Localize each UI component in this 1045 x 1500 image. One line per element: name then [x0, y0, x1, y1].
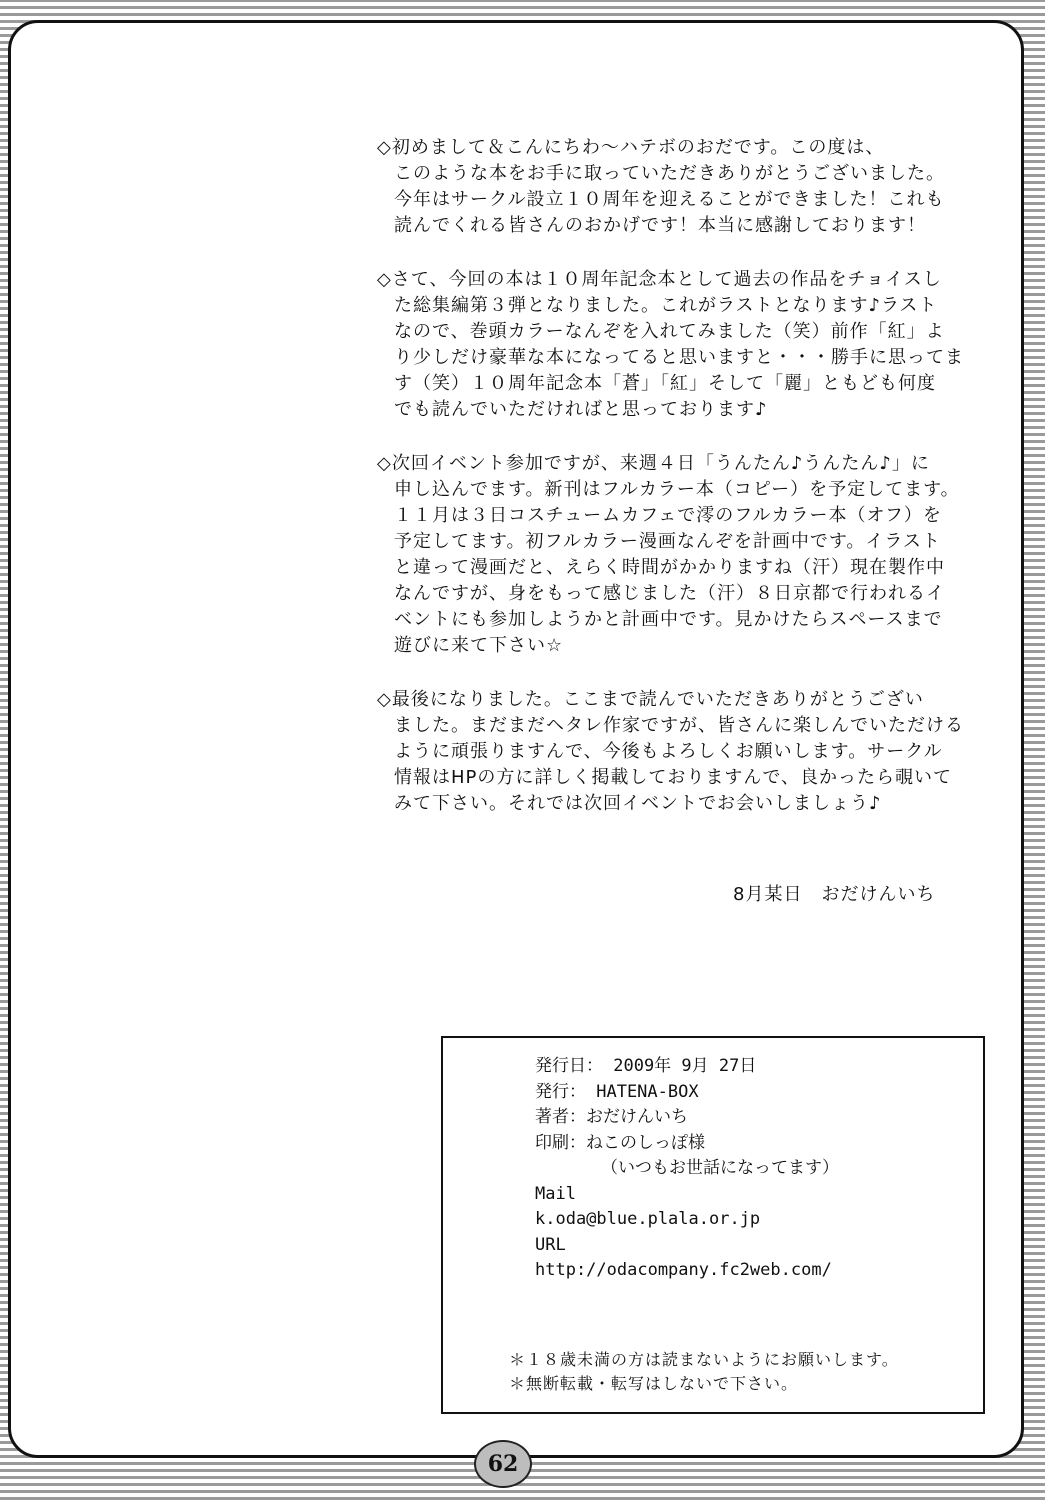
text-line: ◇最後になりました。ここまで読んでいただきありがとうござい	[377, 689, 924, 710]
afterword-paragraph-4	[377, 687, 1017, 817]
text-line: 遊びに来て下さい☆	[394, 635, 564, 656]
text-line: でも読んでいただければと思っております♪	[394, 399, 768, 420]
printer: 印刷：ねこのしっぽ様	[535, 1132, 705, 1153]
printer-note: （いつもお世話になってます）	[601, 1158, 839, 1178]
text-line: みて下さい。それでは次回イベントでお会いしましょう♪	[394, 793, 882, 814]
text-line: す（笑）１０周年記念本「蒼」「紅」そして「麗」ともども何度	[394, 373, 936, 394]
text-line: なんですが、身をもって感じました（汗）８日京都で行われるイ	[394, 583, 945, 604]
text-line: 読んでくれる皆さんのおかげです！本当に感謝しております！	[394, 215, 926, 236]
copyright-notice: ＊無断転載・転写はしないで下さい。	[509, 1374, 799, 1393]
text-line: ように頑張りますんで、今後もよろしくお願いします。サークル	[394, 741, 943, 762]
colophon-details	[535, 1054, 839, 1284]
text-line: ◇初めまして＆こんにちわ～ハテボのおだです。この度は、	[377, 137, 885, 158]
afterword-paragraph-3	[377, 451, 1017, 659]
afterword-paragraph-2	[377, 267, 1017, 423]
page-frame	[8, 20, 1024, 1458]
afterword-paragraph-1	[377, 135, 1017, 239]
text-line: ました。まだまだヘタレ作家ですが、皆さんに楽しんでいただける	[394, 715, 964, 736]
text-line: なので、巻頭カラーなんぞを入れてみました（笑）前作「紅」よ	[394, 321, 945, 342]
text-line: と違って漫画だと、えらく時間がかかりますね（汗）現在製作中	[394, 557, 945, 578]
colophon-notices	[509, 1348, 899, 1396]
text-line: ベントにも参加しようかと計画中です。見かけたらスペースまで	[394, 609, 943, 630]
mail-address: k.oda@blue.plala.or.jp	[535, 1209, 761, 1229]
author: 著者：おだけんいち	[535, 1107, 688, 1127]
text-line: 今年はサークル設立１０周年を迎えることができました！これも	[394, 189, 945, 210]
mail-label: Mail	[535, 1183, 576, 1204]
text-line: 予定してます。初フルカラー漫画なんぞを計画中です。イラスト	[394, 531, 941, 552]
text-line: １１月は３日コスチュームカフェで澪のフルカラー本（オフ）を	[394, 505, 942, 526]
text-line: このような本をお手に取っていただきありがとうございました。	[394, 163, 945, 184]
afterword-text	[377, 135, 1017, 845]
page-number: 62	[474, 1440, 532, 1488]
age-notice: ＊１８歳未満の方は読まないようにお願いします。	[509, 1350, 899, 1369]
text-line: 申し込んでます。新刊はフルカラー本（コピー）を予定してます。	[394, 479, 960, 500]
signoff: 8月某日 おだけんいち	[733, 884, 936, 905]
publish-date: 発行日： 2009年 9月 27日	[535, 1056, 757, 1076]
publisher: 発行： HATENA-BOX	[535, 1081, 699, 1102]
text-line: た総集編第３弾となりました。これがラストとなります♪ラスト	[394, 295, 938, 316]
text-line: り少しだけ豪華な本になってると思いますと・・・勝手に思ってま	[394, 347, 964, 368]
text-line: ◇次回イベント参加ですが、来週４日「うんたん♪うんたん♪」に	[377, 453, 930, 474]
url-address: http://odacompany.fc2web.com/	[535, 1260, 832, 1280]
text-line: 情報はHPの方に詳しく掲載しておりますんで、良かったら覗いて	[394, 767, 953, 788]
url-label: URL	[535, 1234, 566, 1255]
colophon-box	[441, 1036, 985, 1414]
text-line: ◇さて、今回の本は１０周年記念本として過去の作品をチョイスし	[377, 269, 942, 290]
